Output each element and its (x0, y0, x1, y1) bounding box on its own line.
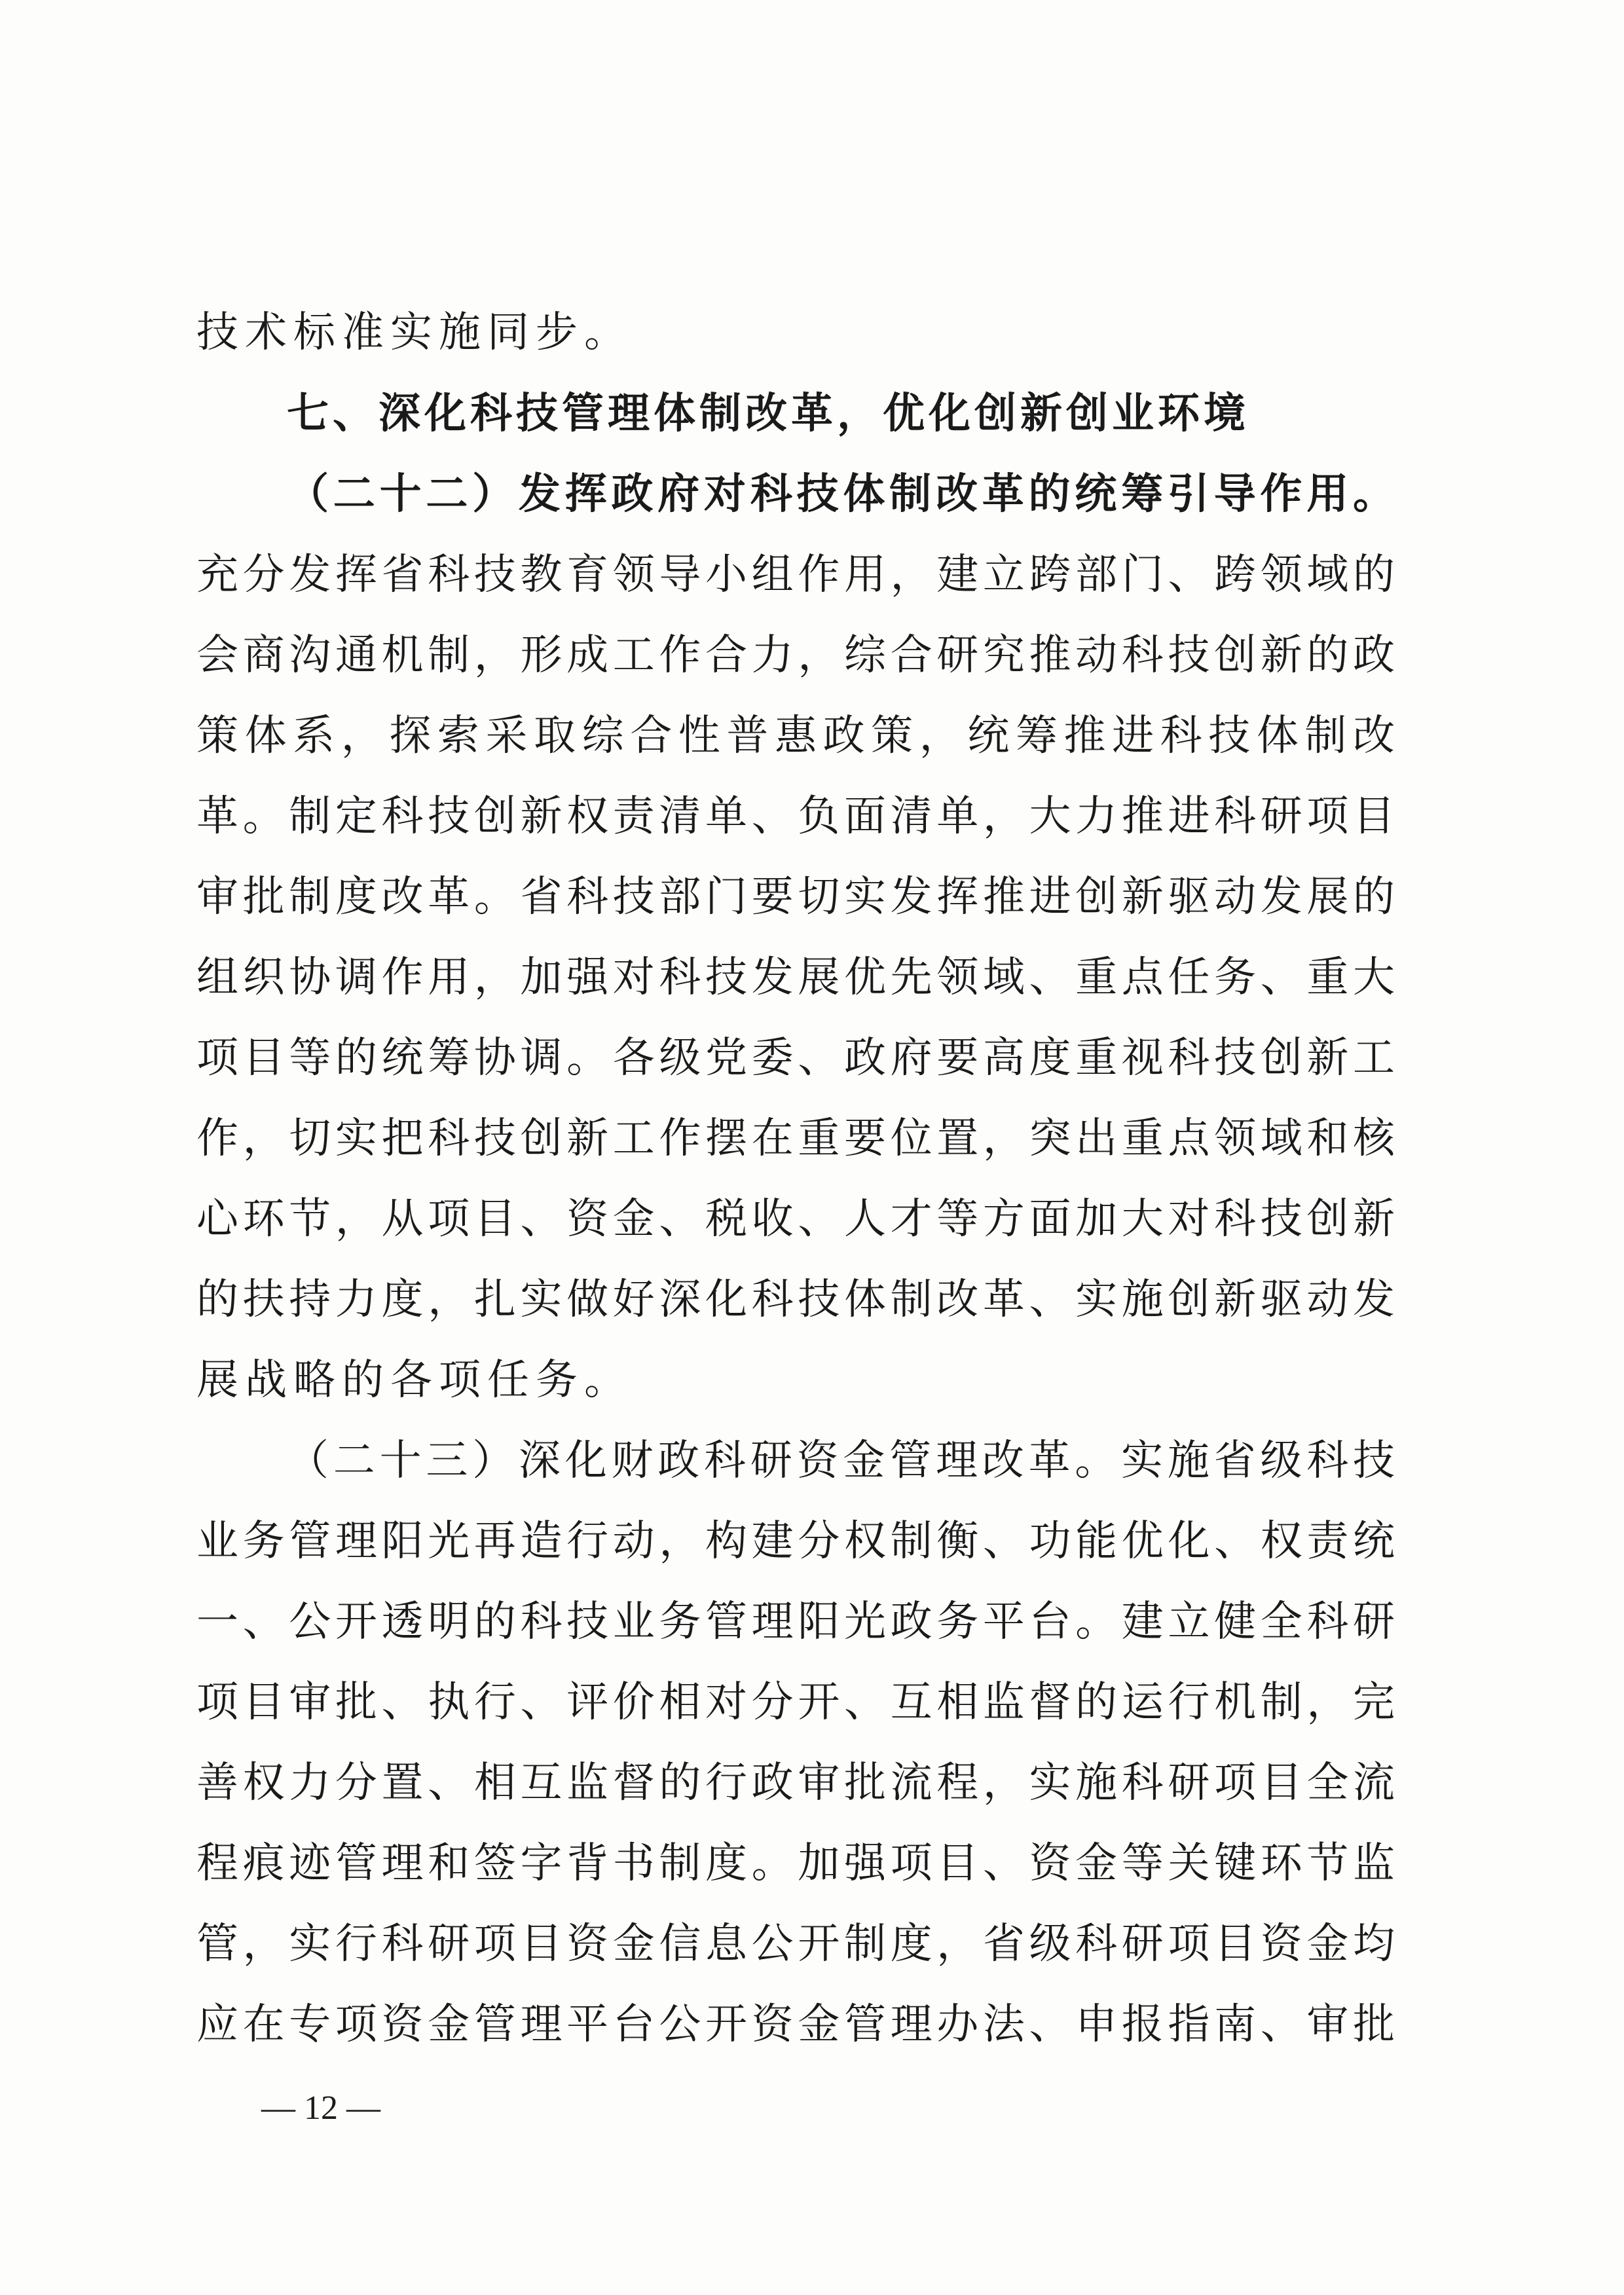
subsection-heading-23: （二十三）深化财政科研资金管理改革。实施省级科技 (287, 1437, 1395, 1485)
body-line: 技术标准实施同步。 (196, 308, 633, 357)
body-line: 作，切实把科技创新工作摆在重要位置，突出重点领域和核 (196, 1114, 1395, 1163)
body-line: 展战略的各项任务。 (196, 1356, 633, 1405)
body-line: 项目审批、执行、评价相对分开、互相监督的运行机制，完 (196, 1678, 1395, 1727)
body-line: 程痕迹管理和签字背书制度。加强项目、资金等关键环节监 (196, 1839, 1395, 1888)
body-line: 会商沟通机制，形成工作合力，综合研究推动科技创新的政 (196, 631, 1395, 680)
body-line: 应在专项资金管理平台公开资金管理办法、申报指南、审批 (196, 2000, 1395, 2049)
body-line: 革。制定科技创新权责清单、负面清单，大力推进科研项目 (196, 792, 1395, 841)
body-line: 业务管理阳光再造行动，构建分权制衡、功能优化、权责统 (196, 1517, 1395, 1566)
body-line: 审批制度改革。省科技部门要切实发挥推进创新驱动发展的 (196, 873, 1395, 921)
subsection-heading-22: （二十二）发挥政府对科技体制改革的统筹引导作用。 (287, 469, 1395, 519)
section-heading: 七、深化科技管理体制改革，优化创新创业环境 (287, 390, 1249, 438)
body-line: 心环节，从项目、资金、税收、人才等方面加大对科技创新 (196, 1195, 1395, 1243)
body-line: 充分发挥省科技教育领导小组作用，建立跨部门、跨领域的 (196, 551, 1395, 599)
body-line: 善权力分置、相互监督的行政审批流程，实施科研项目全流 (196, 1759, 1395, 1807)
body-line: 项目等的统筹协调。各级党委、政府要高度重视科技创新工 (196, 1034, 1395, 1082)
body-line: 管，实行科研项目资金信息公开制度，省级科研项目资金均 (196, 1920, 1395, 1968)
body-line: 组织协调作用，加强对科技发展优先领域、重点任务、重大 (196, 953, 1395, 1002)
page-number: — 12 — (261, 2089, 380, 2127)
body-line: 的扶持力度，扎实做好深化科技体制改革、实施创新驱动发 (196, 1276, 1395, 1324)
body-line: 一、公开透明的科技业务管理阳光政务平台。建立健全科研 (196, 1598, 1395, 1646)
body-line: 策体系，探索采取综合性普惠政策，统筹推进科技体制改 (196, 712, 1395, 760)
